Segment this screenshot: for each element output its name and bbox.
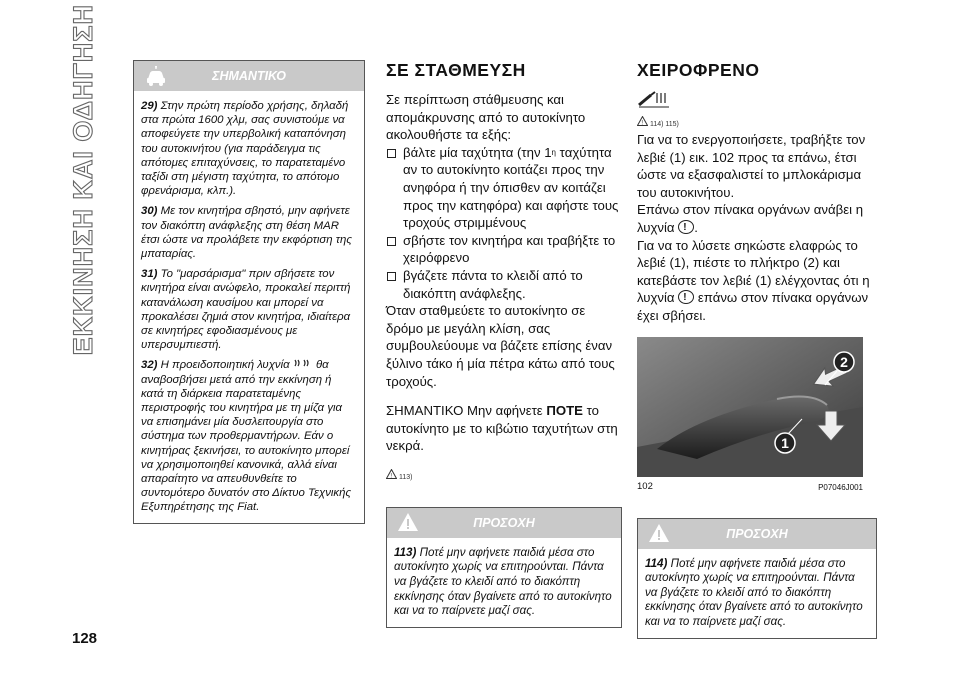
parking-section (386, 60, 622, 628)
warning-box: ΠΡΟΣΟΧΗ 114) Ποτέ μην αφήνετε παιδιά μέσα στο αυτοκίνητο χωρίς να επιτηρούνται. Πάντα να βγάζετε το κλειδί από το διακόπτη εκκίνησης όταν βγαίνετε από το αυτοκίνητο και να το παίρνετε μαζί σας. (637, 518, 877, 639)
box-title: ΠΡΟΣΟΧΗ (726, 526, 788, 541)
svg-text:!: ! (390, 473, 393, 479)
section-heading: ΧΕΙΡΟΦΡΕΝΟ (637, 60, 760, 80)
brake-warning-icon (678, 220, 694, 234)
activate-paragraph: Για να το ενεργοποιήσετε, τραβήξτε τον λεβιέ (1) εικ. 102 προς τα επάνω, έτσι ώστε να εξασφαλιστεί το μπλοκάρισμα του αυτοκινήτου. (637, 132, 866, 200)
important-paragraph: ΣΗΜΑΝΤΙΚΟ Μην αφήνετε ΠΟΤΕ το αυτοκίνητο με το κιβώτιο ταχυτήτων στη νεκρά. (386, 403, 618, 454)
figure-label-2: 2 (840, 353, 848, 370)
note-30: 30) Με τον κινητήρα σβηστό, μην αφήνετε τον διακόπτη ανάφλεξης στη θέση MAR έτσι ώστε να προλάβετε την εκφόρτιση της μπαταρίας. (141, 205, 352, 261)
important-box (133, 60, 365, 524)
handbrake-section (637, 60, 877, 639)
warning-box: ΠΡΟΣΟΧΗ 113) Ποτέ μην αφήνετε παιδιά μέσα στο αυτοκίνητο χωρίς να επιτηρούνται. Πάντα να βγάζετε το κλειδί από το διακόπτη εκκίνησης όταν βγαίνετε από το αυτοκίνητο και να το παίρνετε μαζί σας. (386, 507, 622, 628)
list-item: βγάζετε πάντα το κλειδί από το διακόπτη ανάφλεξης. (386, 267, 622, 302)
side-section-title: ΕΚΚΙΝΗΣΗ ΚΑΙ ΟΔΗΓΗΣΗ (67, 4, 98, 356)
box-title: ΣΗΜΑΝΤΙΚΟ (212, 69, 286, 83)
glow-plug-icon (293, 359, 313, 371)
brake-warning-icon (678, 290, 694, 304)
page-number: 128 (72, 630, 98, 647)
figure-caption: 102 P07046J001 (637, 480, 863, 492)
warning-triangle-icon (648, 523, 670, 548)
warning-triangle-icon (637, 116, 648, 126)
release-paragraph: Για να το λύσετε σηκώστε ελαφρώς το λεβιέ (1), πιέστε το πλήκτρο (2) και κατεβάστε τον λεβιέ (1) ελέγχοντας ότι η λυχνία ! επάνω στον πίνακα οργάνων έχει σβήσει. (637, 237, 877, 325)
car-warning-icon (144, 65, 168, 92)
note-32: 32) Η προειδοποιητική λυχνία θα αναβοσβήσει μετά από την εκκίνηση ή κατά τη διάρκεια παρατεταμένης περιστροφής του κινητήρα με τη μίζα για να επισημάνει μία δυσλειτουργία στο σύστημα των προθερμαντήρων. Εάν ο κινητήρας ξεκινήσει, το αυτοκίνητο μπορεί να χρησιμοποιηθεί κανονικά, αλλά είναι απαραίτητο να απευθυνθείτε το συντομότερο δυνατόν στο Δίκτυο Τεχνικής Εξυπηρέτησης της Fiat. (141, 359, 351, 514)
intro-text: Σε περίπτωση στάθμευσης και απομάκρυνσης από το αυτοκίνητο ακολουθήστε τα εξής: (386, 92, 586, 143)
warning-triangle-icon (397, 512, 419, 537)
note-31: 31) Το "μαρσάρισμα" πριν σβήσετε τον κινητήρα είναι ανώφελο, προκαλεί περιττή κατανάλωση καυσίμου και μπορεί να προκαλέσει ζημιά στον κινητήρα, ιδιαίτερα σε κινητήρες εφοδιασμένους με υπερσυμπιεστή. (141, 268, 351, 352)
lamp-paragraph: Επάνω στον πίνακα οργάνων ανάβει η λυχνία ! . (637, 201, 877, 236)
svg-text:!: ! (641, 120, 644, 126)
list-item: σβήστε τον κινητήρα και τραβήξτε το χειρόφρενο (386, 232, 622, 267)
figure-label-1: 1 (781, 434, 789, 451)
warning-triangle-icon (386, 469, 397, 479)
warning-refs: ! 114) 115) (637, 116, 877, 128)
warning-ref: ! 113) (386, 469, 622, 481)
list-item: βάλτε μία ταχύτητα (την $1^\eta$ ταχύτητα αν το αυτοκίνητο κοιτάζει προς την ανηφόρα ή την όπισθεν αν κοιτάζει προς την κατηφόρα) και αφήστε τους τροχούς στριμμένους (386, 144, 622, 232)
slope-paragraph: Όταν σταθμεύετε το αυτοκίνητο σε δρόμο με μεγάλη κλίση, σας συμβουλεύουμε να βάζετε επίσης έναν ξύλινο τάκο ή μία πέτρα κάτω από τους τροχούς. (386, 303, 615, 389)
note-29: 29) Στην πρώτη περίοδο χρήσης, δηλαδή στα πρώτα 1600 χλμ, σας συνιστούμε να αποφεύγετε την υπερβολική καταπόνηση του αυτοκινήτου (για παράδειγμα τις απότομες επιταχύνσεις, το παρατεταμένο ταξίδι στη μέγιστη ταχύτητα, το απότομο φρενάρισμα, κλπ.). (141, 100, 349, 198)
handbrake-figure (637, 337, 863, 477)
section-heading: ΣΕ ΣΤΑΘΜΕΥΣΗ (386, 60, 526, 80)
handbrake-lever-icon (637, 89, 877, 114)
box-title: ΠΡΟΣΟΧΗ (473, 515, 535, 530)
